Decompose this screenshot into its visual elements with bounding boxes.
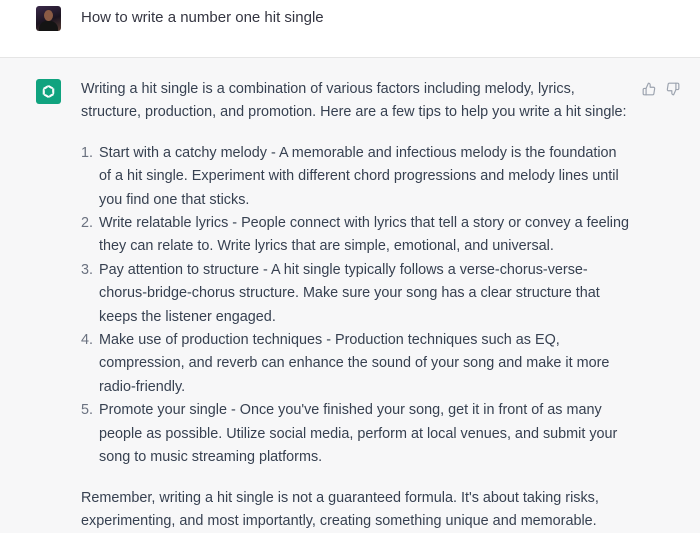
- list-item-text: Promote your single - Once you've finished your song, get it in front of as many people as possible. Utilize social media, perform at local venues, and submit your song to music streaming platforms.: [99, 402, 617, 465]
- list-item-number: 4.: [81, 329, 95, 352]
- user-message-text: How to write a number one hit single: [81, 8, 324, 28]
- list-item-text: Write relatable lyrics - People connect with lyrics that tell a story or convey a feeling they can relate to. Write lyrics that are simple, emotional, and universal.: [99, 215, 629, 254]
- thumbs-up-icon[interactable]: [642, 82, 656, 96]
- openai-logo-icon: [36, 79, 61, 104]
- list-item-number: 5.: [81, 399, 95, 422]
- tips-list: [81, 142, 631, 470]
- list-item-text: Pay attention to structure - A hit single typically follows a verse-chorus-verse-chorus-bridge-chorus structure. Make sure your song has a clear structure that keeps the listener engaged.: [99, 262, 600, 325]
- list-item-number: 2.: [81, 212, 95, 235]
- user-message-row: [0, 0, 700, 58]
- answer-outro: Remember, writing a hit single is not a guaranteed formula. It's about taking risks, experimenting, and most importantly, creating something unique and memorable.: [81, 487, 631, 533]
- user-avatar: [36, 6, 61, 31]
- list-item-number: 3.: [81, 259, 95, 282]
- assistant-message-row: [0, 58, 700, 531]
- assistant-answer: [81, 78, 631, 533]
- list-item: [81, 142, 631, 212]
- thumbs-down-icon[interactable]: [666, 82, 680, 96]
- feedback-buttons: [642, 82, 680, 96]
- list-item: [81, 399, 631, 469]
- list-item: [81, 212, 631, 259]
- list-item-number: 1.: [81, 142, 95, 165]
- list-item-text: Start with a catchy melody - A memorable and infectious melody is the foundation of a hit single. Experiment with different chord progressions and melody lines until you find one that sticks.: [99, 145, 619, 208]
- list-item: [81, 329, 631, 399]
- list-item-text: Make use of production techniques - Production techniques such as EQ, compression, and reverb can enhance the sound of your song and make it more radio-friendly.: [99, 332, 609, 395]
- list-item: [81, 259, 631, 329]
- answer-intro: Writing a hit single is a combination of various factors including melody, lyrics, structure, production, and promotion. Here are a few tips to help you write a hit single:: [81, 78, 631, 125]
